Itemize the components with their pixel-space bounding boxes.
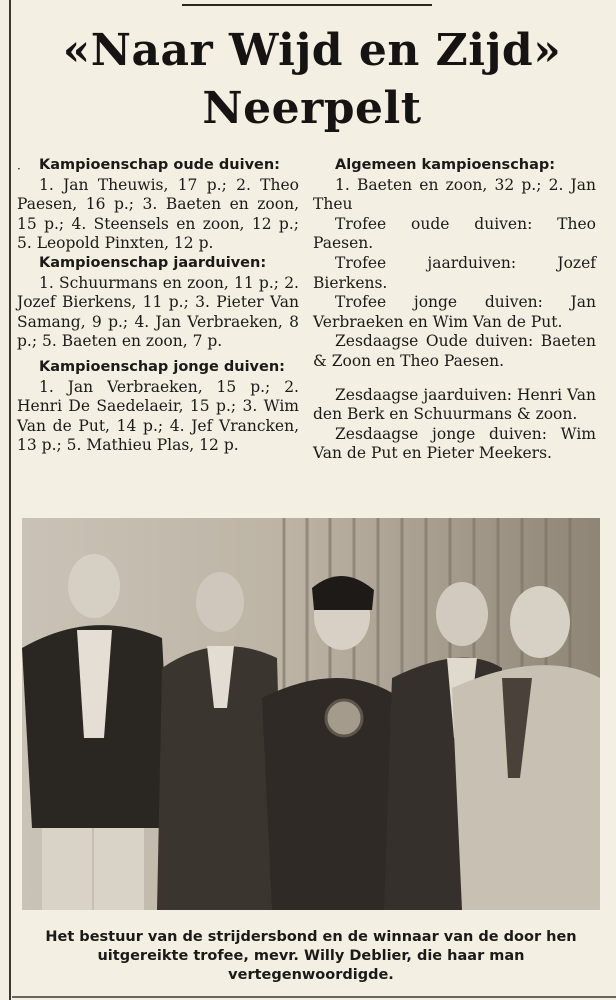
left-column xyxy=(17,156,299,456)
section-title: Kampioenschap jonge duiven: xyxy=(39,358,285,375)
trophy-item: Zesdaagse jonge duiven: Wim Van de Put en Pieter Meekers. xyxy=(313,424,596,463)
results-young-pigeons xyxy=(17,358,299,456)
headline-title: «Naar Wijd en Zijd» xyxy=(62,25,562,76)
section-title: Kampioenschap jaarduiven: xyxy=(39,254,267,271)
section-title: Kampioenschap oude duiven: xyxy=(39,157,280,173)
trophy-item: Zesdaagse Oude duiven: Baeten & Zoon en Theo Paesen. xyxy=(313,332,596,370)
top-rule xyxy=(182,4,432,6)
section-title: Algemeen kampioenschap: xyxy=(335,157,556,173)
bullet-mark: · xyxy=(17,162,21,176)
section-body: 1. Baeten en zoon, 32 p.; 2. Jan Theu xyxy=(313,175,596,214)
headline-place: Neerpelt xyxy=(202,83,422,134)
trophy-item: Zesdaagse jaarduiven: Henri Van den Berk en Schuurmans & zoon. xyxy=(313,385,596,424)
trophy-item: Trofee oude duiven: Theo Paesen. xyxy=(313,214,596,253)
trophy-icon xyxy=(326,700,362,736)
section-body: 1. Jan Theuwis, 17 p.; 2. Theo Paesen, 16 p.; 3. Baeten en zoon, 15 p.; 4. Steensels en zoon, 12 p.; 5. Leopold Pinxten, 12 p. xyxy=(17,175,299,253)
group-photo xyxy=(22,518,600,910)
section-body: 1. Schuurmans en zoon, 11 p.; 2. Jozef Bierkens, 11 p.; 3. Pieter Van Samang, 9 p.; 4. Jan Verbraeken, 8 p.; 5. Baeten en zoon, 7 p. xyxy=(17,273,299,351)
photo-caption: Het bestuur van de strijdersbond en de winnaar van de door hen uitgereikte trofee, mevr. Willy Deblier, die haar man vertegenwoordigde. xyxy=(45,929,577,983)
section-body: 1. Jan Verbraeken, 15 p.; 2. Henri De Saedelaeir, 15 p.; 3. Wim Van de Put, 14 p.; 4. Jef Vrancken, 13 p.; 5. Mathieu Plas, 12 p. xyxy=(17,377,299,455)
bottom-rule xyxy=(12,996,616,998)
trophy-item: Trofee jonge duiven: Jan Verbraeken en Wim Van de Put. xyxy=(313,293,596,331)
column-border xyxy=(9,0,11,1000)
trophy-item: Trofee jaarduiven: Jozef Bierkens. xyxy=(313,253,596,292)
results-yearling-pigeons xyxy=(17,254,299,352)
right-column xyxy=(313,156,596,464)
results-old-pigeons xyxy=(17,156,299,254)
results-general xyxy=(313,156,596,215)
headline xyxy=(14,22,610,138)
photo-illustration xyxy=(22,518,600,910)
